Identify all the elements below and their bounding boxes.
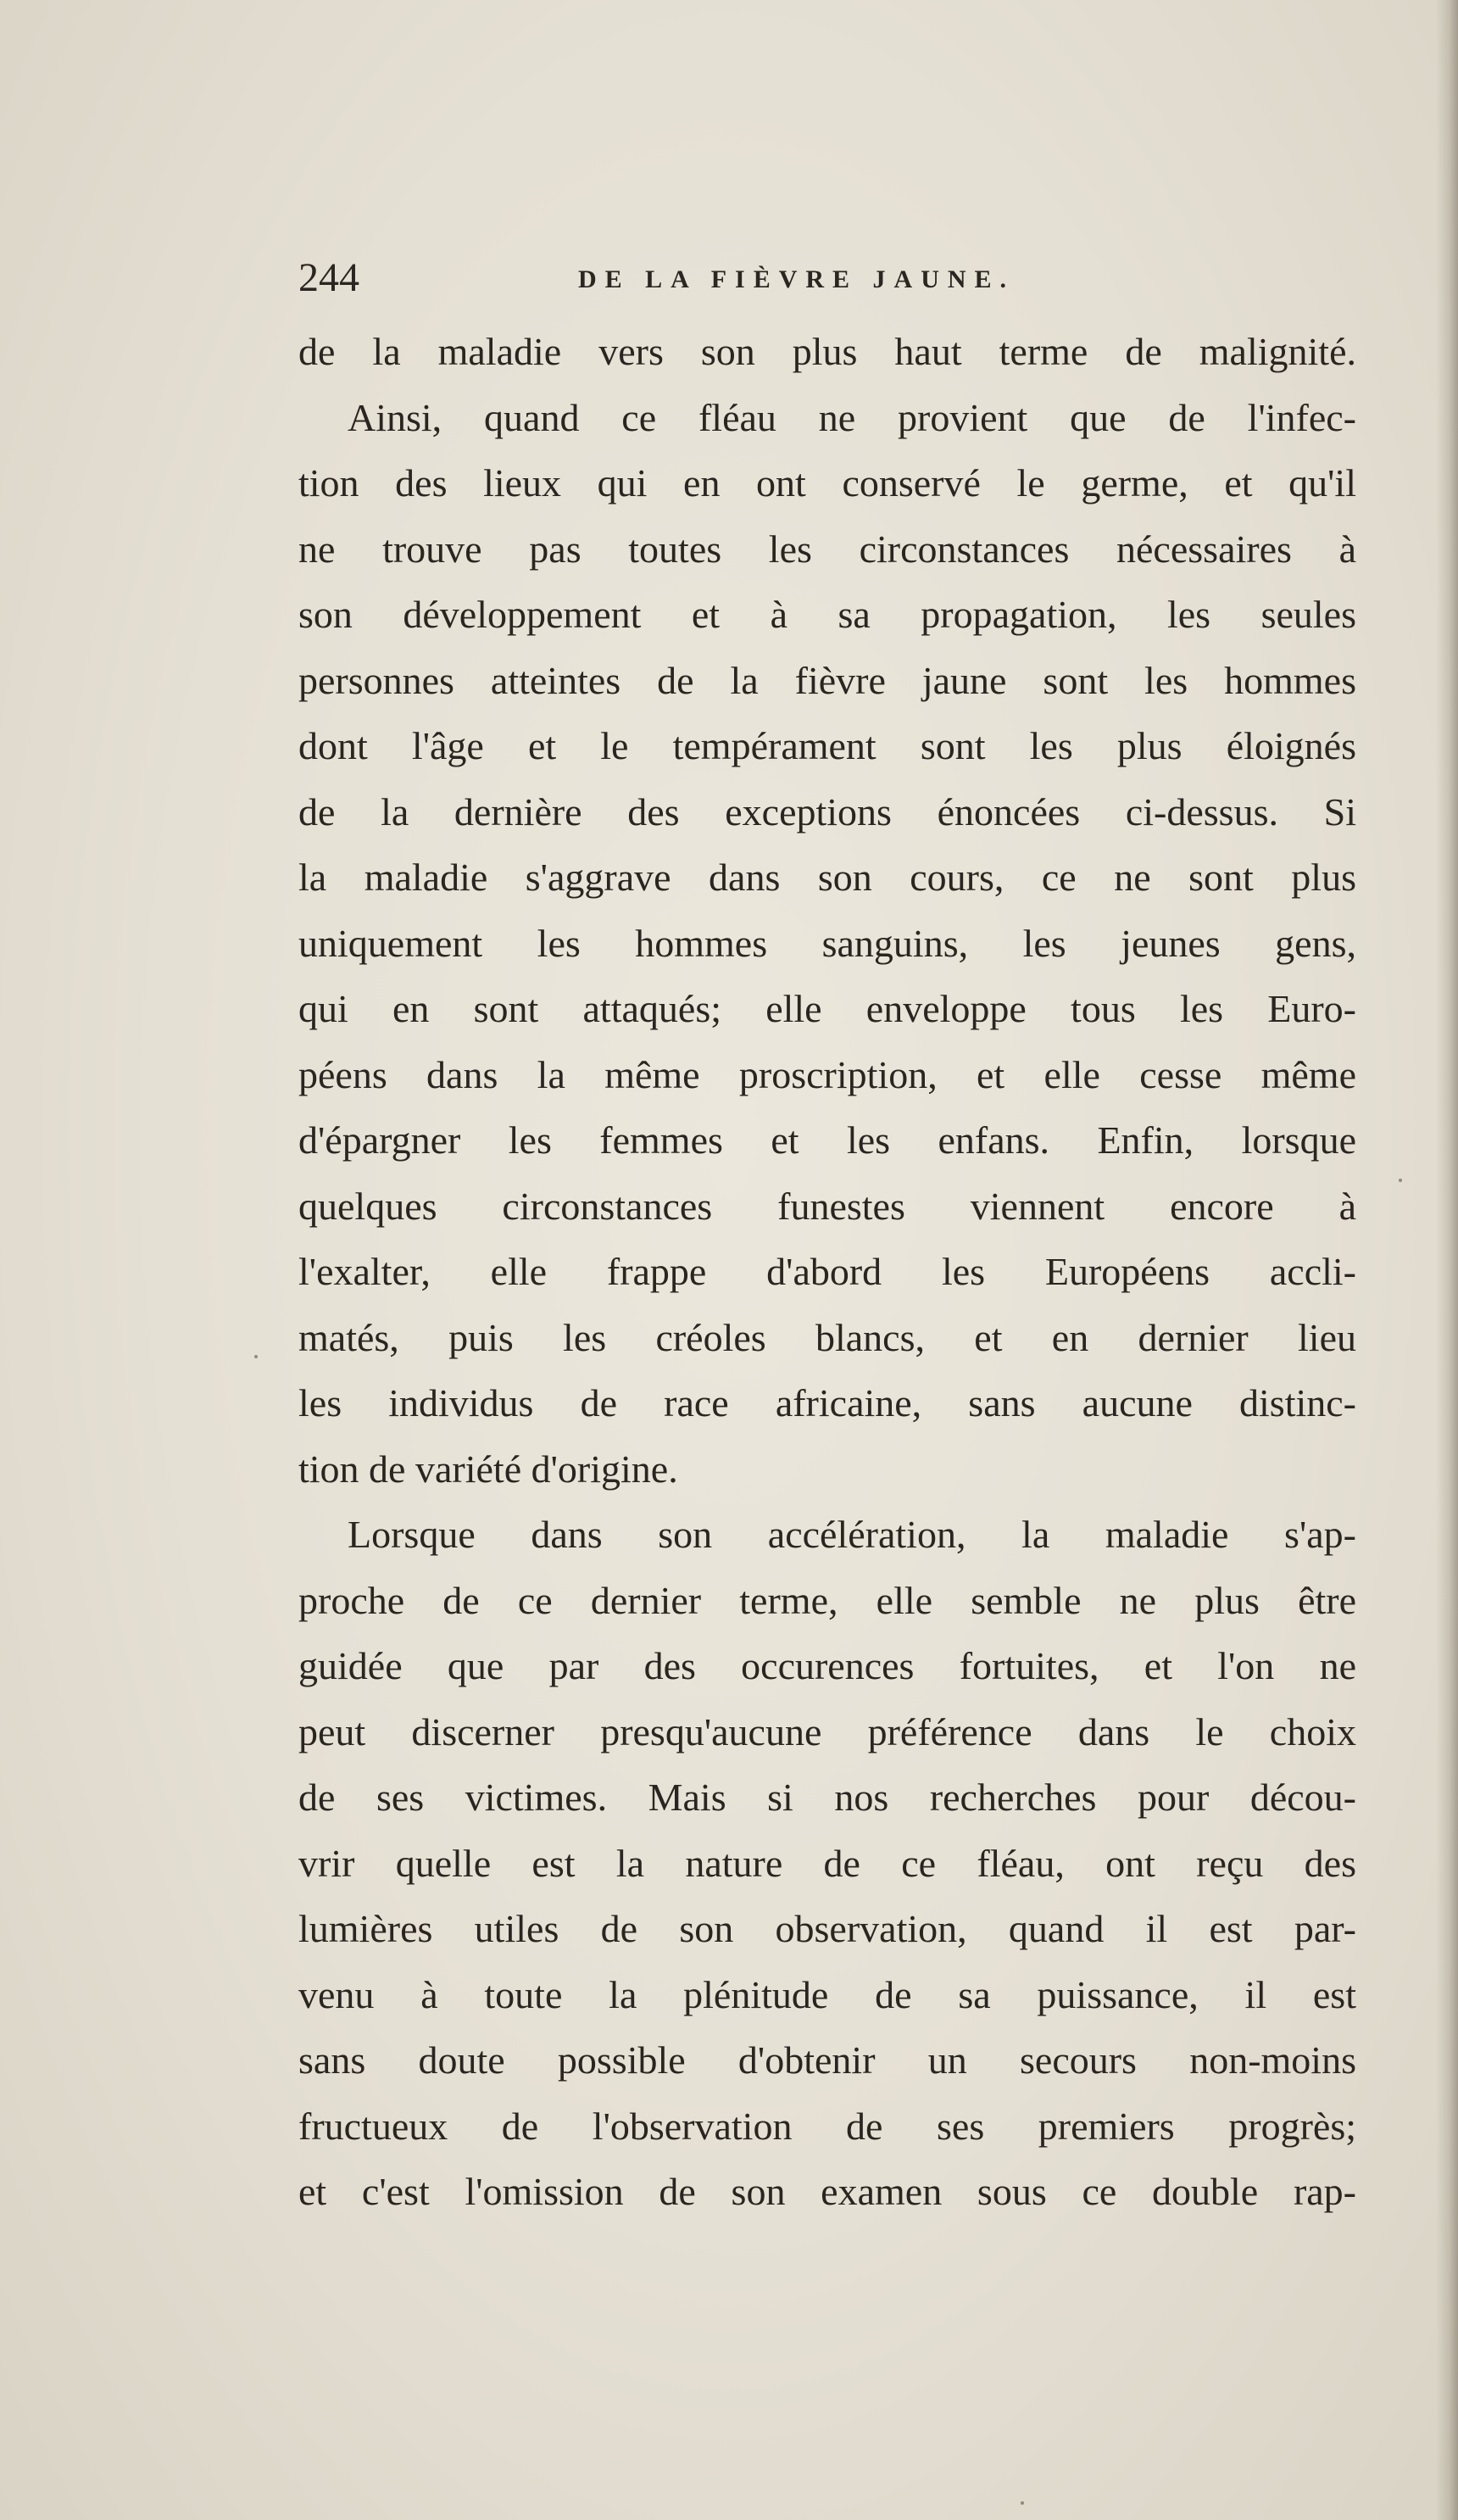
running-title: DE LA FIÈVRE JAUNE. xyxy=(578,265,1016,293)
text-line: vrir quelle est la nature de ce fléau, ont reçu des xyxy=(298,1841,1356,1885)
text-line: tion des lieux qui en ont conservé le germe, et qu'il xyxy=(298,461,1356,505)
text-line: son développement et à sa propagation, les seules xyxy=(298,593,1356,636)
text-line: de la maladie vers son plus haut terme de malignité. xyxy=(298,330,1356,373)
paper-speck xyxy=(1399,1179,1402,1182)
spine-shadow xyxy=(1436,0,1458,2520)
text-line: l'exalter, elle frappe d'abord les Européens accli- xyxy=(298,1250,1356,1293)
text-line: tion de variété d'origine. xyxy=(298,1447,678,1491)
paper-speck xyxy=(254,1355,258,1358)
text-line: de la dernière des exceptions énoncées ci-dessus. Si xyxy=(298,789,1356,833)
page-number: 244 xyxy=(298,255,359,300)
text-line: fructueux de l'observation de ses premiers progrès; xyxy=(298,2104,1356,2148)
running-head xyxy=(298,254,1356,302)
text-line: proche de ce dernier terme, elle semble ne plus être xyxy=(298,1578,1356,1622)
text-line: personnes atteintes de la fièvre jaune sont les hommes xyxy=(298,658,1356,702)
text-line: lumières utiles de son observation, quand il est par- xyxy=(298,1907,1356,1950)
text-line: et c'est l'omission de son examen sous ce double rap- xyxy=(298,2170,1356,2213)
text-line: guidée que par des occurences fortuites, et l'on ne xyxy=(298,1644,1356,1687)
text-line: la maladie s'aggrave dans son cours, ce ne sont plus xyxy=(298,856,1356,899)
text-line: d'épargner les femmes et les enfans. Enfin, lorsque xyxy=(298,1118,1356,1162)
text-line: de ses victimes. Mais si nos recherches pour décou- xyxy=(298,1776,1356,1819)
text-line: les individus de race africaine, sans aucune distinc- xyxy=(298,1381,1356,1424)
text-line: dont l'âge et le tempérament sont les plus éloignés xyxy=(298,724,1356,767)
text-line: matés, puis les créoles blancs, et en dernier lieu xyxy=(298,1315,1356,1359)
text-line: Ainsi, quand ce fléau ne provient que de l'infec- xyxy=(348,395,1356,439)
text-line: sans doute possible d'obtenir un secours non-moins xyxy=(298,2038,1356,2082)
body-text xyxy=(298,319,1356,2225)
text-line: ne trouve pas toutes les circonstances nécessaires à xyxy=(298,527,1356,571)
text-line: quelques circonstances funestes viennent encore à xyxy=(298,1184,1356,1228)
paper-speck xyxy=(1021,2501,1024,2505)
text-line: qui en sont attaqués; elle enveloppe tous les Euro- xyxy=(298,987,1356,1030)
text-line: péens dans la même proscription, et elle cesse même xyxy=(298,1052,1356,1096)
text-line: peut discerner presqu'aucune préférence dans le choix xyxy=(298,1709,1356,1753)
text-line: uniquement les hommes sanguins, les jeunes gens, xyxy=(298,921,1356,965)
text-line: Lorsque dans son accélération, la maladie s'ap- xyxy=(348,1513,1356,1556)
text-line: venu à toute la plénitude de sa puissance, il est xyxy=(298,1972,1356,2016)
text-block xyxy=(298,254,1356,2225)
